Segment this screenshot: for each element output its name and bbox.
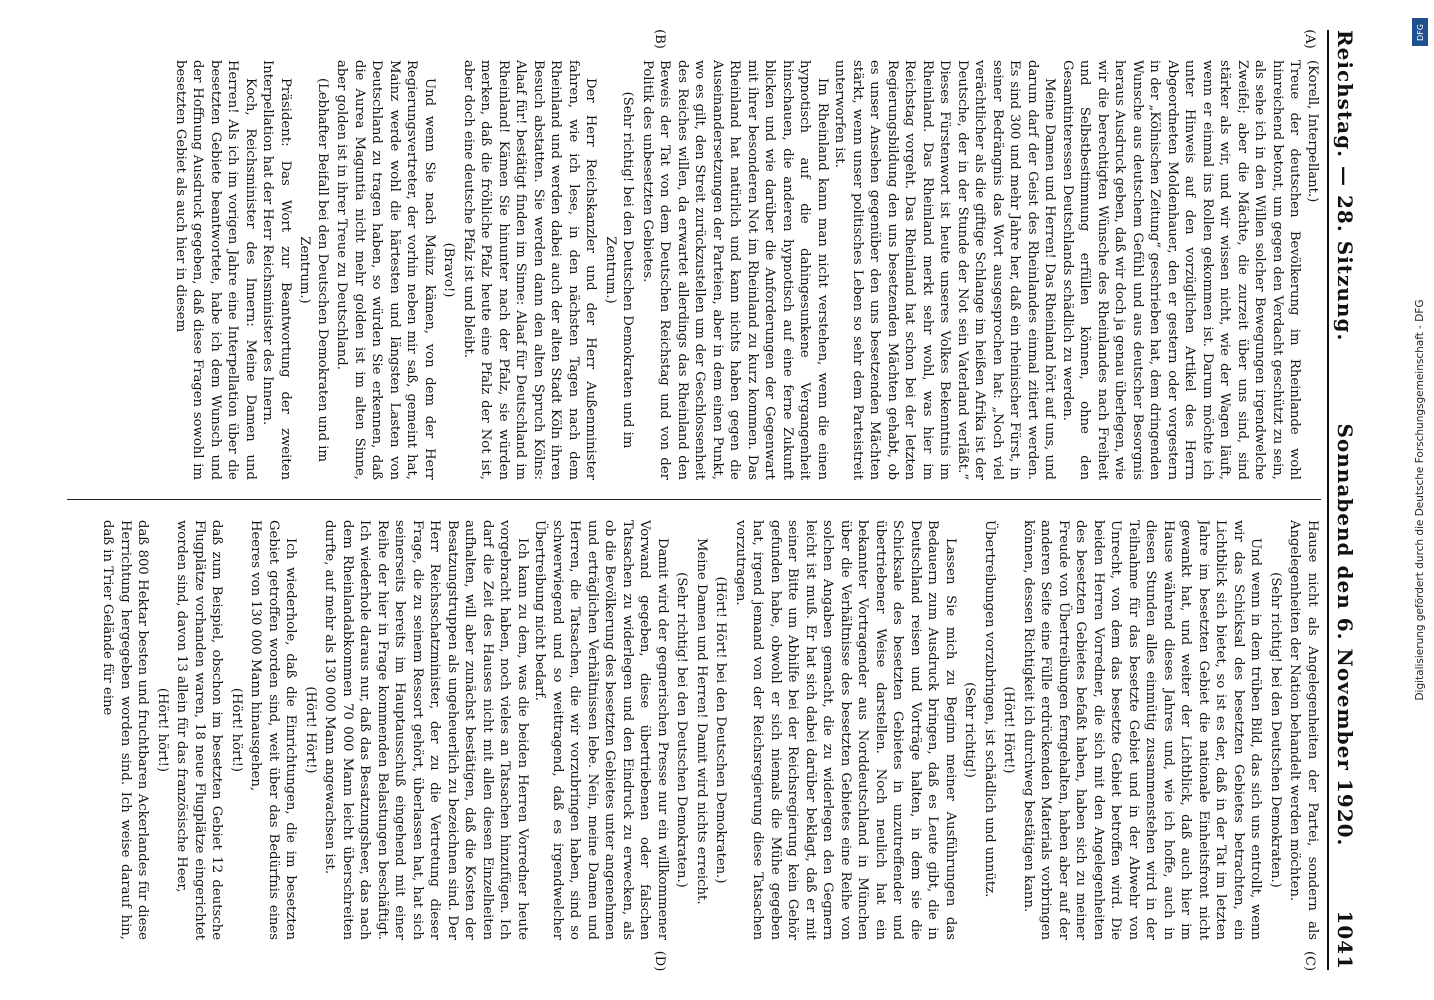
paragraph: daß zum Beispiel, obschon im besetzten Gebiet 12 deutsche Flugplätze vorhanden waren, 18 neue Flugplätze eingerichtet worden sind, davon 13 allein für das französische Heer,	[174, 520, 225, 940]
paragraph: Der Herr Reichskanzler und der Herr Außenminister fahren, wie ich lese, in den nächsten Tagen nach dem Rheinland und werden dabei auch der alten Stadt Köln ihren Besuch abstatten. Sie werden dann den alten Spruch Kölns: Alaaf für! bestätigt finden im Sinne: Alaaf für Deutschland im Rheinland! Kämen Sie hinunter nach der Pfalz, sie würden merken, daß die fröhliche Pfalz heute eine Pfalz der Not ist, aber doch eine deutsche Pfalz ist und bleibt.	[461, 60, 599, 480]
right-column	[67, 520, 1321, 940]
margin-marker-b: (B)	[652, 29, 667, 49]
column-divider	[67, 499, 1321, 500]
interjection: (Sehr richtig!)	[962, 682, 978, 778]
paragraph: Und wenn in dem trüben Bild, das sich uns entrollt, wenn wir das Schicksal des besetzten Gebietes betrachten, ein Lichtblick sich bietet, so ist es der, daß in der Tat im letzten Jahre im besetzten Gebiet die nationale Einheitsfront nicht gewankt hat, und weiter der Lichtblick, daß auch hier im Hause während dieses Jahres und, wie ich hoffe, auch in diesen Stunden alles einmütig zusammenstehen wird in der Teilnahme für das besetzte Gebiet und in der Abwehr von Unrecht, von dem das besetzte Gebiet betroffen wird. Die beiden Herren Vorredner, die sich mit den Angelegenheiten des besetzten Gebietes befaßt haben, haben sich zu meiner Freude von Übertreibungen ferngehalten, haben aber auf der anderen Seite eine Fülle erdrückenden Materials vorbringen können, dessen Richtigkeit ich durchweg bestätigen kann.	[1021, 520, 1264, 940]
page-number: 1041	[1333, 910, 1357, 970]
president-speech: Präsident: Das Wort zur Beantwortung der zweiten Interpellation hat der Herr Reichsminister des Innern.	[260, 60, 293, 480]
paragraph: Lassen Sie mich zu Beginn meiner Ausführungen das Bedauern zum Ausdruck bringen, daß es Leute gibt, die in Deutschland reisen und Vorträge halten, in dem sie die Schicksale des besetzten Gebietes in unzutreffender und übertriebener Weise darstellen. Noch neulich hat ein bekannter Vortragender aus Norddeutschland in München über die Verhältnisse des besetzten Gebietes eine Reihe von solchen Angaben gemacht, die zu widerlegen den Gegnern leicht ist muß. Er hat sich dabei darüber beklagt, daß er mit seiner Bitte um Abhilfe bei der Reichsregierung kein Gehör gefunden habe, obwohl er sich niemals die Mühe gegeben hat, irgend jemand von der Reichsregierung diese Tatsachen vorzutragen.	[733, 520, 958, 940]
interjection: (Hört! hört!)	[155, 687, 170, 773]
paragraph: Ich kann zu dem, was die beiden Herren Vorredner heute vorgebracht haben, noch vieles an Tatsachen hinzufügen. Ich darf die Zeit des Hauses nicht mit allen diesen Einzelheiten aufhalten, will aber zunächst bestätigen, daß die Kosten der Besatzungstruppen als ungeheuerlich zu bezeichnen sind. Der Herr Reichsschatzminister, der zu die Vertretung dieser Frage, die zu seinem Ressort gehört, überlassen hat, hat sich seinerseits bereits im Hauptausschuß eingehend mit einer Reihe der hier in Frage kommenden Belastungen beschäftigt. Ich wiederhole daraus nur, daß das Besatzungsheer, das nach dem Rheinlandabkommen 70 000 Mann leicht überschreiten durfte, auf mehr als 130 000 Mann angewachsen ist.	[322, 520, 530, 940]
interjection: (Lebhafter Beifall bei den Deutschen Demokraten und im Zentrum.)	[297, 77, 330, 463]
paragraph: Ich wiederhole, daß die Einrichtungen, die im besetzten Gebiet getroffen worden sind, weit über das Bedürfnis eines Heeres von 130 000 Mann hinausgehen,	[248, 520, 299, 940]
header-session: Reichstag. — 28. Sitzung.	[1333, 30, 1357, 342]
speaker-note: (Korell, Interpellant.)	[1305, 60, 1320, 203]
digitization-credit	[1410, 8, 1430, 992]
interjection: (Sehr richtig! bei den Deutschen Demokraten.)	[674, 572, 690, 888]
interjection: (Sehr richtig! bei den Deutschen Demokraten und im Zentrum.)	[603, 91, 636, 449]
interjection: (Sehr richtig! bei den Deutschen Demokraten.)	[1268, 572, 1283, 888]
paragraph: Im Rheinland kann man nicht verstehen, wenn die einen hypnotisch auf die dahingesunkene Vergangenheit hinschauen, die anderen hypnotisch auf eine ferne Zukunft blicken und wie darüber die Anforderungen der Gegenwart mit ihrer besonderen Not im Rheinland zu kurz kommen. Das Rheinland hat natürlich und kann nichts haben gegen die Auseinandersetzungen der Parteien, aber in dem einen Punkt, wo es gilt, den Streit zurückzustellen um der Geschlossenheit des Reiches willen, da erwartet allerdings das Rheinland den Beweis der Tat von dem Deutschen Reichstag und von der Politik des unbesetzten Gebietes.	[640, 60, 830, 480]
paragraph: Übertreibungen vorzubringen, ist schädlich und unnütz.	[982, 520, 997, 898]
paragraph: Damit wird der gegnerischen Presse nur ein willkommener Vorwand gegeben, diese übertriebenen oder falschen Tatsachen zu widerlegen und den Eindruck zu erwecken, als ob die Bevölkerung des besetzten Gebietes unter angenehmen und erträglichen Verhältnissen lebe. Nein, meine Damen und Herren, die Tatsachen, die wir vorzubringen haben, sind so schwerwiegend und so weittragend, daß es irgendwelcher Übertreibung nicht bedarf.	[532, 520, 670, 940]
margin-marker-d: (D)	[652, 950, 667, 972]
paragraph: daß 800 Hektar besten und fruchtbaren Ackerlandes für diese Herrichtung hergegeben worden sind. Ich weise darauf hin, daß in Trier Gelände für eine	[100, 520, 151, 940]
paragraph: Treue der deutschen Bevölkerung im Rheinlande wohl hinreichend betont, um gegen den Verdacht geschützt zu sein, als sehe ich in den Willen solcher Bewegungen irgendwelche Zweifel; aber die Mächte, die zurzeit über uns sind, sind stärker als wir, und wir wissen nicht, wie der Wagen läuft, wenn er einmal ins Rollen gekommen ist. Darum möchte ich unter Hinweis auf den vorzüglichen Artikel des Herrn Abgeordneten Moldenhauer, den er gestern oder vorgestern in der „Kölnischen Zeitung“ geschrieben hat, dem dringenden Wunsche aus deutschem Gefühl und aus deutscher Besorgnis heraus Ausdruck geben, daß wir doch ja genau überlegen, wie wir die berechtigten Wünsche des Rheinlandes nach Freiheit und Selbstbestimmung erfüllen können, ohne den Gesamtinteressen Deutschlands schädlich zu werden.	[1060, 60, 1303, 480]
interjection: (Hört! Hört!)	[1001, 686, 1017, 774]
interjection: (Hört! hört!)	[229, 687, 244, 773]
interjection: (Hört! Hört!)	[303, 686, 318, 774]
paragraph: Und wenn Sie nach Mainz kämen, von dem der Herr Regierungsvertreter, der vorhin neben mir saß, gemeint hat, Mainz werde wohl die härtesten und längsten Lasten von Deutschland zu tragen haben, so würden Sie erkennen, daß die Aurea Maguntia nicht mehr golden ist im alten Sinne, aber golden ist in ihrer Treue zu Deutschland.	[334, 60, 437, 480]
credit-text: Digitalisierung gefördert durch die Deutsche Forschungsgemeinschaft - DFG	[1414, 299, 1426, 701]
minister-speech: Koch, Reichsminister des Innern: Meine Damen und Herren! Als ich im vorigen Jahre eine Interpellation über die besetzten Gebiete beantwortete, habe ich dem Wunsch und der Hoffnung Ausdruck gegeben, daß diese Fragen sowohl im besetzten Gebiet als auch hier in diesem	[173, 60, 258, 480]
interjection: (Hört! Hört! bei den Deutschen Demokraten.)	[713, 576, 729, 884]
paragraph: Meine Damen und Herren! Damit wird nichts erreicht.	[694, 538, 709, 905]
left-column	[67, 60, 1321, 480]
interjection: (Bravo!)	[441, 242, 457, 298]
paragraph: Hause nicht als Angelegenheiten der Partei, sondern als Angelegenheiten der Nation behandelt werden möchten.	[1287, 520, 1320, 940]
page-header	[1327, 30, 1367, 970]
newspaper-page	[47, 0, 1387, 1000]
margin-marker-c: (C)	[1302, 950, 1317, 972]
dfg-logo: DFG	[1412, 18, 1428, 46]
margin-marker-a: (A)	[1302, 29, 1317, 49]
paragraph: Meine Damen und Herren! Das Rheinland hört auf uns, und darum darf der Geist des Rheinlandes einmal zitiert werden. Es sind 300 und mehr Jahre her, daß ein rheinischer Fürst, in seiner Bedrängnis das Wort ausgesprochen hat: „Noch viel verächtlicher als die giftige Schlange im heißen Afrika ist der Deutsche, der in der Stunde der Not sein Vaterland verläßt.“ Dieses Fürstenwort ist heute unseres Volkes Bekenntnis im Rheinland. Das Rheinland merkt sehr wohl, was hier im Reichstag vorgeht. Das Rheinland hat schon bei der letzten Regierungsbildung den uns besetzenden Mächten gehabt, ob es unser Ansehen gegenüber den uns besetzenden Mächten stärkt, wenn unser politisches Leben so sehr dem Parteistreit unterworfen ist.	[832, 60, 1058, 480]
header-date: Sonnabend den 6. November 1920.	[1333, 423, 1357, 847]
